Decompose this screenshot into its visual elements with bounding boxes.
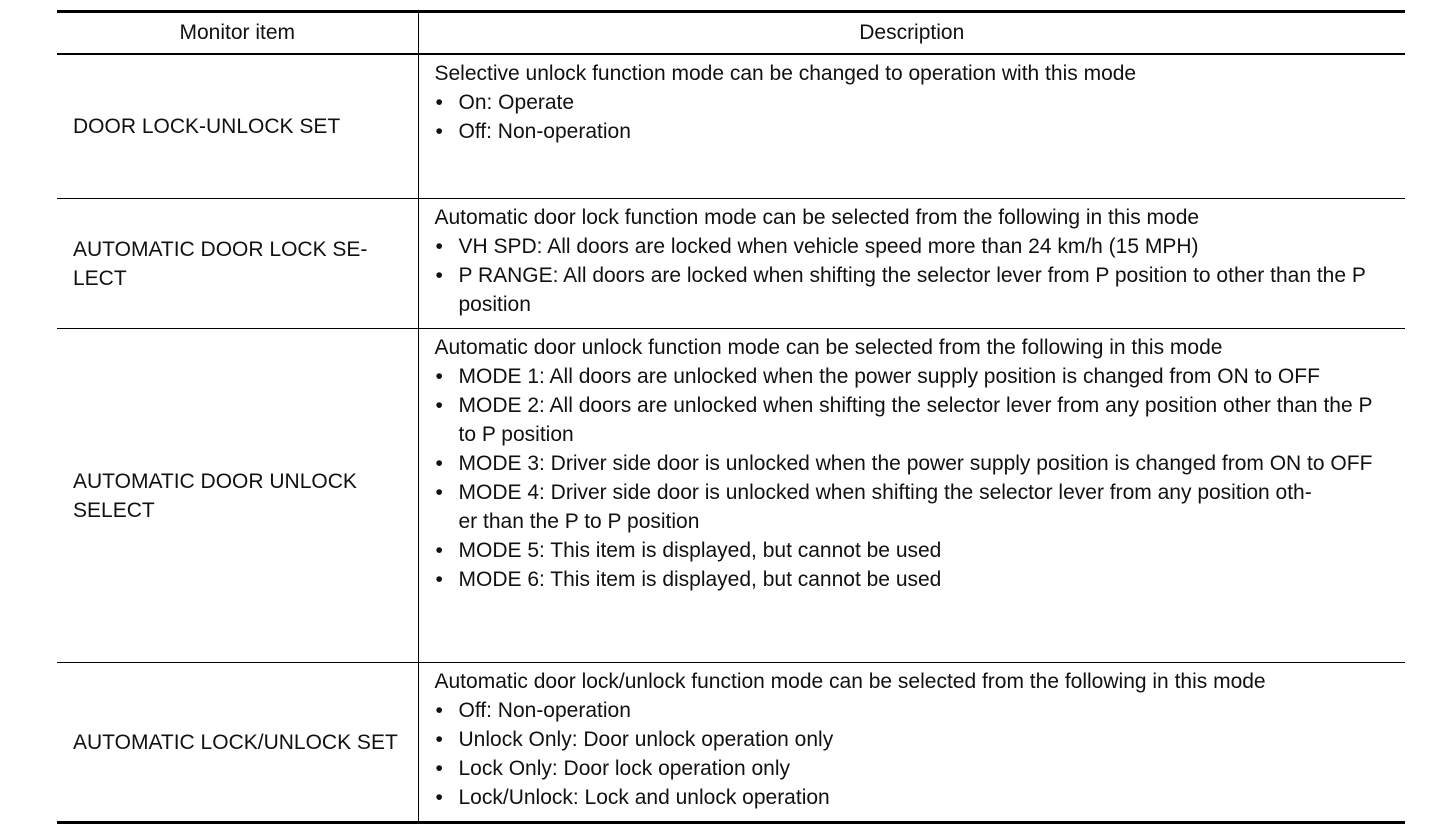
list-item: • MODE 1: All doors are unlocked when the power supply position is changed from ON to OFF <box>435 362 1392 391</box>
table-row <box>57 329 1405 663</box>
list-item: • Off: Non-operation <box>435 696 1392 725</box>
list-item: • P RANGE: All doors are locked when shifting the selector lever from P position to other than the P position <box>435 261 1392 319</box>
table-row <box>57 199 1405 329</box>
list-item: • Lock/Unlock: Lock and unlock operation <box>435 783 1392 812</box>
description-intro: Automatic door unlock function mode can be selected from the following in this mode <box>434 336 1223 359</box>
description-cell <box>418 199 1405 329</box>
list-item: • VH SPD: All doors are locked when vehicle speed more than 24 km/h (15 MPH) <box>435 232 1392 261</box>
option-list <box>435 88 1392 146</box>
header-monitor-item: Monitor item <box>57 12 418 54</box>
table-row <box>57 663 1405 823</box>
monitor-item-cell: DOOR LOCK-UNLOCK SET <box>57 54 418 199</box>
list-item: • Unlock Only: Door unlock operation only <box>435 725 1392 754</box>
list-item: • Lock Only: Door lock operation only <box>435 754 1392 783</box>
monitor-item-cell: AUTOMATIC DOOR UNLOCK SELECT <box>57 329 418 663</box>
list-item: • On: Operate <box>435 88 1392 117</box>
header-row <box>57 12 1405 54</box>
option-list <box>435 696 1392 812</box>
monitor-item-cell: AUTOMATIC DOOR LOCK SE- LECT <box>57 199 418 329</box>
header-description: Description <box>418 12 1405 54</box>
monitor-item-table <box>57 10 1405 824</box>
list-item: • MODE 2: All doors are unlocked when shifting the selector lever from any position other than the P to P position <box>435 391 1392 449</box>
list-item: • MODE 4: Driver side door is unlocked when shifting the selector lever from any position oth- er than the P to P position <box>435 478 1392 536</box>
description-cell <box>418 329 1405 663</box>
description-intro: Automatic door lock/unlock function mode can be selected from the following in this mode <box>434 670 1266 693</box>
table-row <box>57 54 1405 199</box>
option-list <box>435 232 1392 319</box>
monitor-item-cell: AUTOMATIC LOCK/UNLOCK SET <box>57 663 418 823</box>
list-item: • MODE 3: Driver side door is unlocked when the power supply position is changed from ON to OFF <box>435 449 1392 478</box>
description-intro: Selective unlock function mode can be changed to operation with this mode <box>434 61 1137 85</box>
description-intro: Automatic door lock function mode can be selected from the following in this mode <box>434 206 1200 229</box>
list-item: • Off: Non-operation <box>435 117 1392 146</box>
list-item: • MODE 6: This item is displayed, but cannot be used <box>435 565 1392 594</box>
description-cell <box>418 663 1405 823</box>
option-list <box>435 362 1392 594</box>
description-cell <box>418 54 1405 199</box>
list-item: • MODE 5: This item is displayed, but cannot be used <box>435 536 1392 565</box>
